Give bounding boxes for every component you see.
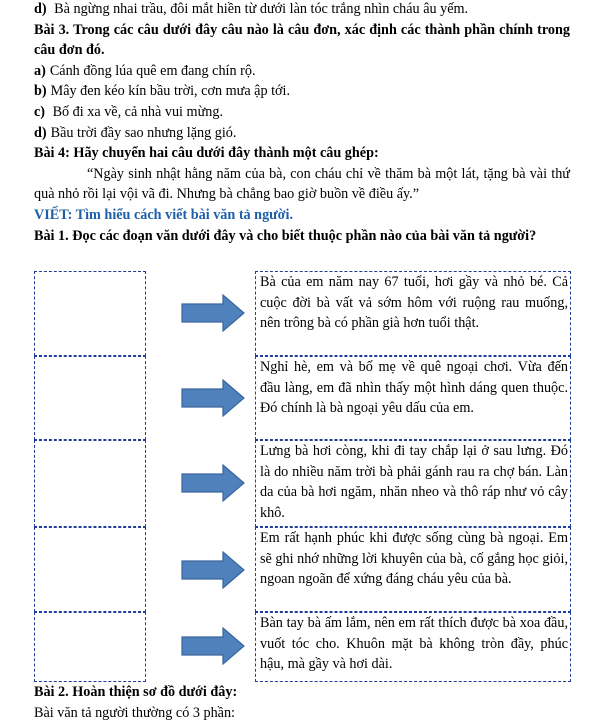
arrow-right-icon (181, 551, 245, 589)
option-letter: b) (34, 83, 47, 100)
passage-box-3: Lưng bà hơi còng, khi đi tay chắp lại ở sau lưng. Đó là do nhiều năm trời bà phải gánh rau ra chợ bán. Làn da của bà hơi ngăm, nhăn nheo và thô ráp như vỏ cây khô. (255, 440, 571, 527)
bai1-title: Bài 1. Đọc các đoạn văn dưới đây và cho biết thuộc phần nào của bài văn tả người? (34, 227, 537, 244)
arrow-right-icon (181, 627, 245, 665)
answer-box-4[interactable] (34, 527, 146, 612)
viet-heading: VIẾT: Tìm hiểu cách viết bài văn tả người. (34, 206, 294, 223)
passage-box-5: Bàn tay bà ấm lắm, nên em rất thích được bà xoa đầu, vuốt tóc cho. Khuôn mặt bà không tròn đầy, phúc hậu, mà gầy và hơi dài. (255, 612, 571, 682)
passage-box-2: Nghỉ hè, em và bố mẹ về quê ngoại chơi. Vừa đến đầu làng, em đã nhìn thấy một hình dáng quen thuộc. Đó chính là bà ngoại yêu dấu của em. (255, 356, 571, 440)
option-text: Mây đen kéo kín bầu trời, cơn mưa ập tới. (50, 83, 291, 100)
option-text: Bố đi xa về, cả nhà vui mừng. (52, 103, 223, 120)
option-letter: d) (34, 1, 47, 17)
bai3-option-a (34, 61, 570, 82)
bai3-option-b (34, 81, 570, 102)
option-letter: d) (34, 124, 47, 141)
answer-box-5[interactable] (34, 612, 146, 682)
bai4-title: Bài 4: Hãy chuyển hai câu dưới đây thành một câu ghép: (34, 145, 379, 162)
arrow-right-icon (181, 379, 245, 417)
answer-box-2[interactable] (34, 356, 146, 440)
bai2-option-d (34, 0, 570, 20)
bai3-label: Bài 3. (34, 21, 70, 38)
answer-box-1[interactable] (34, 271, 146, 356)
option-text: Bà ngừng nhai trầu, đôi mắt hiền từ dưới làn tóc trắng nhìn cháu âu yếm. (54, 1, 469, 17)
option-letter: a) (34, 62, 46, 79)
bai2-text: Bài văn tả người thường có 3 phần: (34, 704, 235, 721)
matching-exercise (34, 271, 570, 682)
worksheet-page (34, 0, 570, 721)
arrow-right-icon (181, 464, 245, 502)
bai2-section (34, 682, 570, 723)
arrow-right-icon (181, 294, 245, 332)
bai2-title: Bài 2. Hoàn thiện sơ đồ dưới đây: (34, 684, 238, 700)
bai3-option-c (34, 102, 570, 123)
option-text: Bầu trời đầy sao nhưng lặng gió. (50, 124, 237, 141)
option-letter: c) (34, 103, 46, 120)
bai3-prompt: Trong các câu dưới đây câu nào là câu đơn, xác định các thành phần chính trong câu đơn đó. (34, 21, 570, 59)
bai3-title (34, 20, 570, 61)
passage-box-1: Bà của em năm nay 67 tuổi, hơi gầy và nhỏ bé. Cả cuộc đời bà vất vả sớm hôm với ruộng rau muống, nên trông bà có phần già hơn tuổi thật. (255, 271, 571, 356)
bai4-quote: “Ngày sinh nhật hằng năm của bà, con cháu chỉ về thăm bà một lát, tặng bà vài thứ quà nhỏ rồi lại vội vã đi. Nhưng bà chẳng bao giờ buồn về điều ấy.” (34, 165, 570, 203)
bai3-option-d (34, 123, 570, 144)
answer-box-3[interactable] (34, 440, 146, 527)
option-text: Cánh đồng lúa quê em đang chín rộ. (49, 62, 256, 79)
passage-box-4: Em rất hạnh phúc khi được sống cùng bà ngoại. Em sẽ ghi nhớ những lời khuyên của bà, cố gắng học giỏi, ngoan ngoãn để xứng đáng cháu yêu của bà. (255, 527, 571, 612)
